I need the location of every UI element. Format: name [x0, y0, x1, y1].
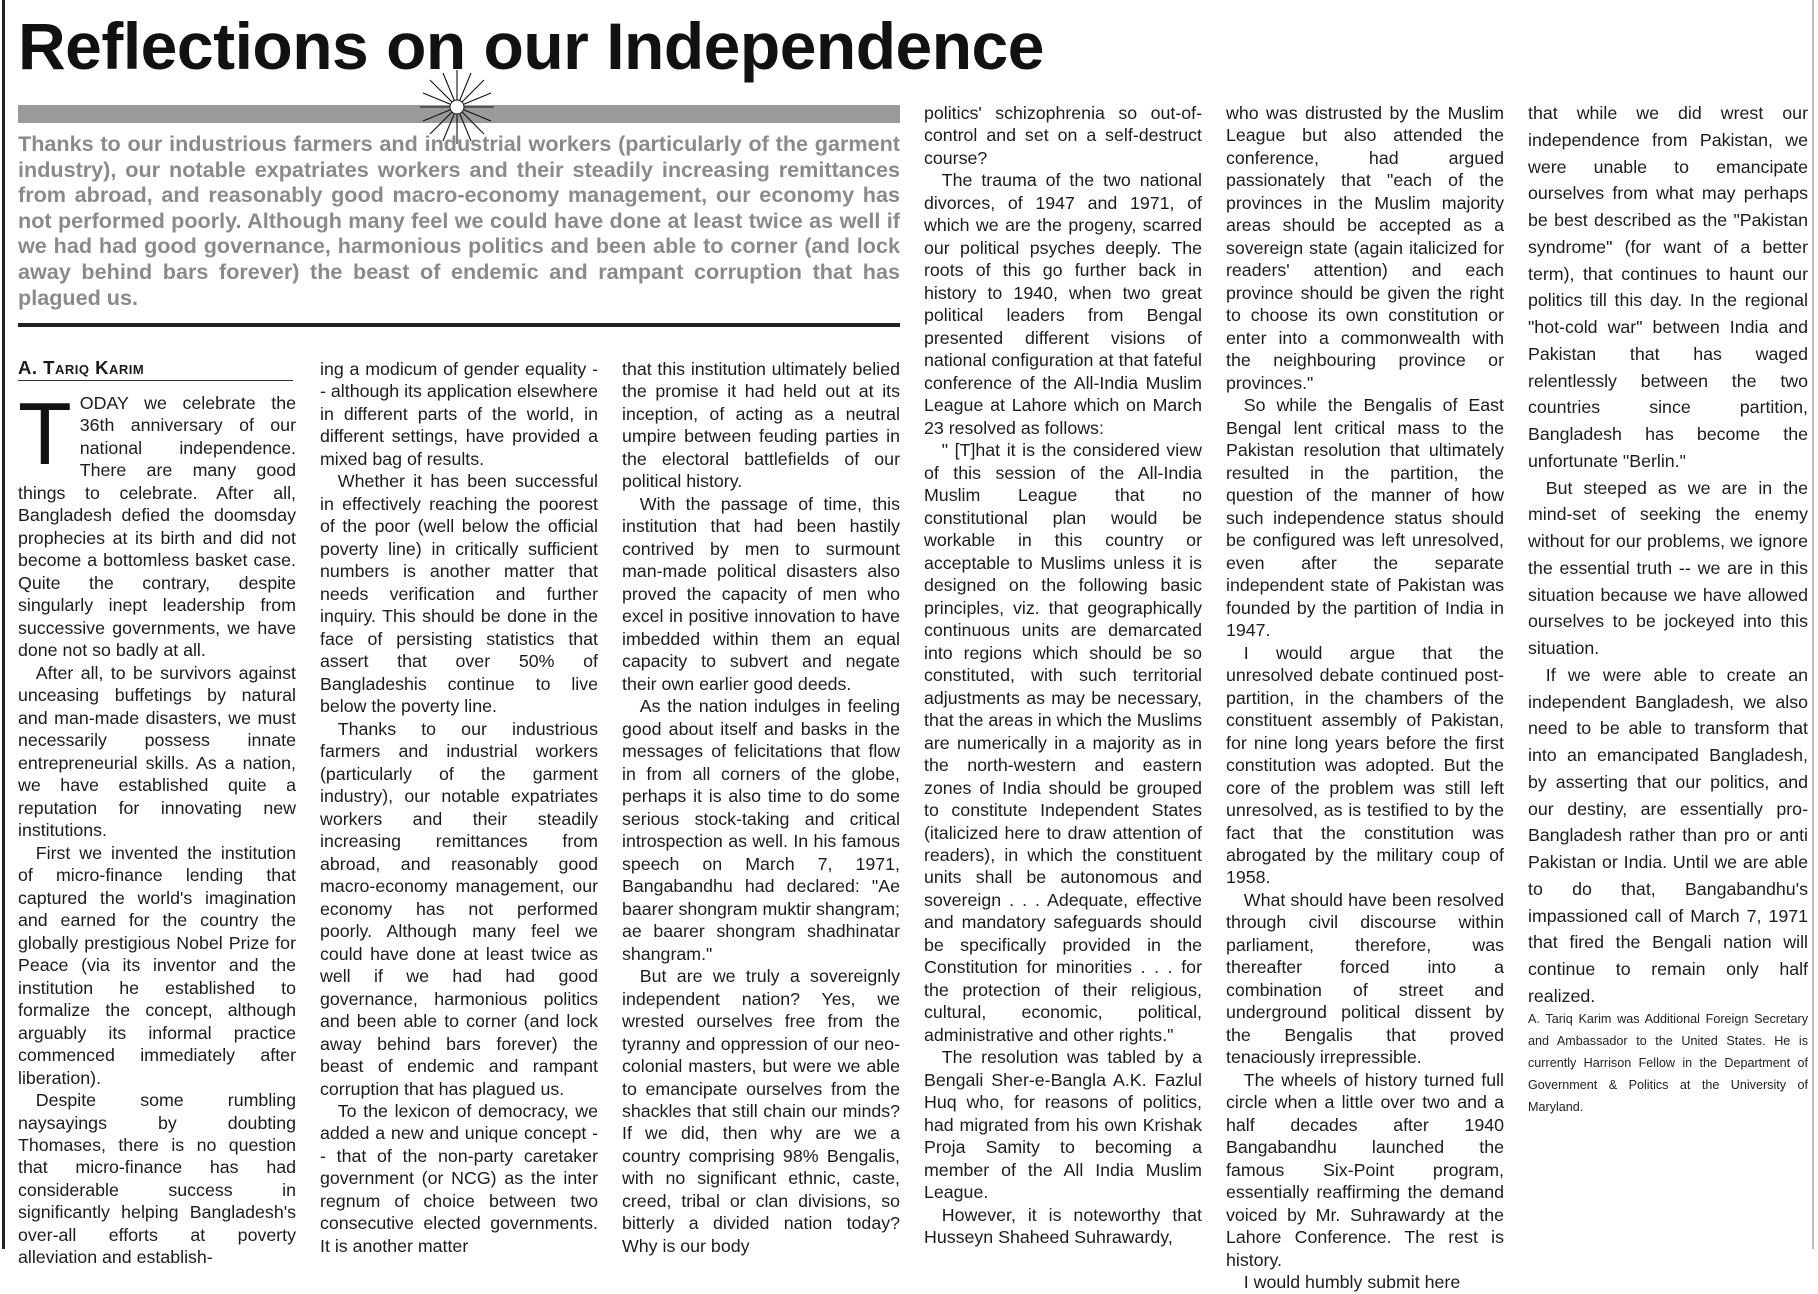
article-column-2: ing a modicum of gender equality -- although its application elsewhere in different parts of the world, in different settings, have provided a mixed bag of results. Whether it has been successful in effectively reaching the poorest of the poor (well below the official poverty line) in critically sufficient numbers is another matter that needs verification and further inquiry. This should be done in the face of persisting statistics that assert that over 50% of Bangladeshis continue to live below the poverty line. Thanks to our industrious farmers and industrial workers (particularly of the garment industry), our notable expatriates workers and their steadily increasing remittances from abroad, and reasonably good macro-economy management, our economy has not performed poorly. Although many feel we could have done at least twice as well if we had had good governance, harmonious politics and been able to corner (and lock away behind bars forever) the beast of endemic and rampant corruption that has plagued us. To the lexicon of democracy, we added a new and unique concept -- that of the non-party caretaker government (or NCG) as the inter regnum of choice between two consecutive elected governments. It is another matter — [320, 359, 598, 1256]
byline-underline — [18, 380, 293, 381]
article-headline: Reflections on our Independence — [18, 9, 1044, 83]
article-column-4: politics' schizophrenia so out-of-control and set on a self-destruct course? The trauma of the two national divorces, of 1947 and 1971, of which we are the progeny, scarred our political psyches deeply. The roots of this go further back in history to 1940, when two great political leaders from Bengal presented different visions of national configuration at that fateful conference of the All-India Muslim League at Lahore which on March 23 resolved as follows: " [T]hat it is the considered view of this session of the All-India Muslim League that no constitutional plan would be workable in this country or acceptable to Muslims unless it is designed on the following basic principles, viz. that geographically continuous units are demarcated into regions which should be so constituted, with such territorial adjustments as may be necessary, that the areas in which the Muslims are numerically in a majority as in the north-western and eastern zones of India should be grouped to constitute Independent States (italicized here to draw attention of readers), in which the constituent units shall be autonomous and sovereign . . . Adequate, effective and mandatory safeguards should be specifically provided in the Constitution for minorities . . . for the protection of their religious, cultural, economic, political, administrative and other rights." The resolution was tabled by a Bengali Sher-e-Bangla A.K. Fazlul Huq who, for reasons of politics, had migrated from his own Krishak Proja Samity to becoming a member of the All India Muslim League. However, it is noteworthy that Husseyn Shaheed Suhrawardy, — [924, 103, 1202, 1248]
article-column-3: that this institution ultimately belied the promise it had held out at its inception, of acting as a neutral umpire between feuding parties in the electoral battlefields of our political history. With the passage of time, this institution that had been hastily contrived by men to surmount man-made political disasters also proved the capacity of men who excel in positive innovation to have imbedded within them an equal capacity to subvert and negate their own earlier good deeds. As the nation indulges in feeling good about itself and basks in the messages of felicitations that flow in from all corners of the globe, perhaps it is also time to do some serious stock-taking and critical introspection as well. In his famous speech on March 7, 1971, Bangabandhu had declared: "Ae baarer shongram muktir shangram; ae baarer shongram shadhinatar shangram." But are we truly a sovereignly independent nation? Yes, we wrested ourselves free from the tyranny and oppression of our neo-colonial masters, but were we able to emancipate ourselves from the shackles that still chain our minds? If we did, then why are we a country comprising 98% Bengalis, with no significant ethnic, caste, creed, tribal or clan divisions, so bitterly a divided nation today? Why is our body — [622, 359, 900, 1256]
column-1-text: ODAY we celebrate the 36th anniversary of our national independence. There are many good things to celebrate. After all, Bangladesh defied the doomsday prophecies at its birth and did not become a bottomless basket case. Quite the contrary, despite singularly inept leadership from successive governments, we have done not so badly at all. After all, to be survivors against unceasing buffetings by natural and man-made disasters, we must necessarily possess innate entrepreneurial skills. As a nation, we have established quite a reputation for innovating new institutions. First we invented the institution of micro-finance lending that captured the world's imagination and earned for the country the globally prestigious Nobel Prize for Peace (via its inventor and the institution he established to formalize the concept, although arguably its informal practice commenced immediately after liberation). Despite some rumbling naysayings by doubting Thomases, there is no question that micro-finance has had considerable success in significantly helping Bangladesh's over-all efforts at poverty alleviation and establish- — [18, 393, 296, 1268]
author-bio-note: A. Tariq Karim was Additional Foreign Secretary and Ambassador to the United States. He is currently Harrison Fellow in the Department of Government & Politics at the University of Maryland. — [1528, 1012, 1808, 1114]
right-border-rule — [1812, 0, 1814, 1249]
article-column-1 — [18, 384, 296, 1268]
author-byline: A. Tariq Karim — [18, 357, 145, 378]
left-border-rule — [2, 0, 5, 1249]
standfirst-summary: Thanks to our industrious farmers and industrial workers (particularly of the garment industry), our notable expatriates workers and their steadily increasing remittances from abroad, and reasonably good macro-economy management, our economy has not performed poorly. Although many feel we could have done at least twice as well if we had had good governance, harmonious politics and been able to corner (and lock away behind bars forever) the beast of endemic and rampant corruption that has plagued us. — [18, 131, 900, 310]
article-column-6: that while we did wrest our independence from Pakistan, we were unable to emancipate ourselves from what may perhaps be best described as the "Pakistan syndrome" (for want of a better term), that continues to haunt our politics till this day. In the regional "hot-cold war" between India and Pakistan that has waged relentlessly between the two countries since partition, Bangladesh has become the unfortunate "Berlin." But steeped as we are in the mind-set of seeking the enemy without for our problems, we ignore the essential truth -- we are in this situation because we have allowed ourselves to be jockeyed into this situation. If we were able to create an independent Bangladesh, we also need to be able to transform that into an emancipated Bangladesh, by asserting that our politics, and our destiny, are essentially pro-Bangladesh rather than pro or anti Pakistan or India. Until we are able to do that, Bangabandhu's impassioned call of March 7, 1971 that fired the Bengali nation will continue to remain only half realized. — [1528, 103, 1808, 1006]
article-column-5: who was distrusted by the Muslim League but also attended the conference, had argued passionately that "each of the provinces in the Muslim majority areas should be accepted as a sovereign state (again italicized for readers' attention) and each province should be given the right to choose its own constitution or enter into a commonwealth with the neighbouring province or provinces." So while the Bengalis of East Bengal lent critical mass to the Pakistan resolution that ultimately resulted in the partition, the question of the manner of how such independence status should be configured was left unresolved, even after the separate independent state of Pakistan was founded by the partition of India in 1947. I would argue that the unresolved debate continued post-partition, in the chambers of the constituent assembly of Pakistan, for nine long years before the first constitution was adopted. But the core of the problem was still left unresolved, as is testified to by the fact that the constitution was abrogated by the military coup of 1958. What should have been resolved through civil discourse within parliament, therefore, was thereafter forced into a combination of street and underground political dissent by the Bengalis that proved tenaciously irrepressible. The wheels of history turned full circle when a little over two and a half decades after 1940 Bangabandhu launched the famous Six-Point program, essentially reaffirming the demand voiced by Mr. Suhrawardy at the Lahore Conference. The rest is history. I would humbly submit here — [1226, 103, 1504, 1293]
section-divider-rule — [18, 323, 900, 327]
drop-cap-letter: T — [18, 384, 72, 483]
